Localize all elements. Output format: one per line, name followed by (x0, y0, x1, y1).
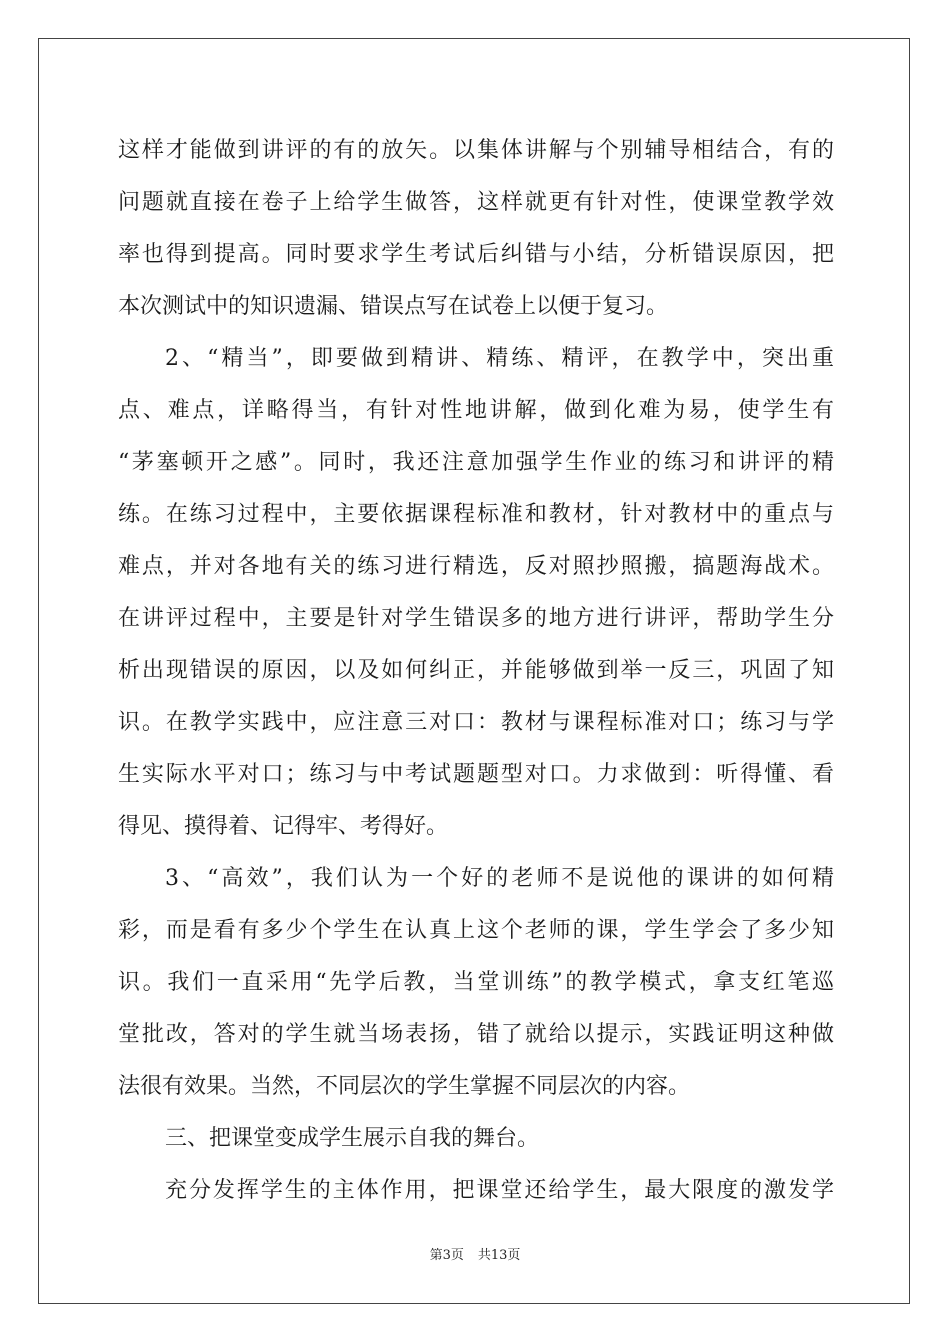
text-line: 得见、摸得着、记得牢、考得好。 (118, 814, 449, 839)
text-line: 堂批改，答对的学生就当场表扬，错了就给以提示，实践证明这种做 (118, 1022, 834, 1047)
text-line: 练。在练习过程中，主要依据课程标准和教材，针对教材中的重点与 (118, 502, 834, 527)
text-line: 这样才能做到讲评的有的放矢。以集体讲解与个别辅导相结合，有的 (118, 138, 834, 163)
text-line: 识。在教学实践中，应注意三对口：教材与课程标准对口；练习与学 (118, 710, 834, 735)
text-line: 析出现错误的原因，以及如何纠正，并能够做到举一反三，巩固了知 (118, 658, 834, 683)
page-footer (0, 1244, 950, 1263)
text-line: 本次测试中的知识遗漏、错误点写在试卷上以便于复习。 (118, 294, 669, 319)
text-line: 点、难点，详略得当，有针对性地讲解，做到化难为易，使学生有 (118, 398, 834, 423)
text-line: 难点，并对各地有关的练习进行精选，反对照抄照搬，搞题海战术。 (118, 554, 834, 579)
text-line: 生实际水平对口；练习与中考试题题型对口。力求做到：听得懂、看 (118, 762, 834, 787)
text-line: 在讲评过程中，主要是针对学生错误多的地方进行讲评，帮助学生分 (118, 606, 834, 631)
paragraph-start-line: 2、“精当”，即要做到精讲、精练、精评，在教学中，突出重 (165, 346, 834, 371)
text-line: 法很有效果。当然，不同层次的学生掌握不同层次的内容。 (118, 1074, 691, 1099)
text-line: 率也得到提高。同时要求学生考试后纠错与小结，分析错误原因，把 (118, 242, 834, 267)
text-line: “茅塞顿开之感”。同时，我还注意加强学生作业的练习和讲评的精 (118, 450, 834, 475)
paragraph-start-line: 充分发挥学生的主体作用，把课堂还给学生，最大限度的激发学 (165, 1178, 834, 1203)
section-heading: 三、把课堂变成学生展示自我的舞台。 (165, 1126, 540, 1151)
text-line: 识。我们一直采用“先学后教，当堂训练”的教学模式，拿支红笔巡 (118, 970, 834, 995)
paragraph-start-line: 3、“高效”，我们认为一个好的老师不是说他的课讲的如何精 (165, 866, 834, 891)
text-line: 问题就直接在卷子上给学生做答，这样就更有针对性，使课堂教学效 (118, 190, 834, 215)
page-number: 第3页 (429, 1248, 464, 1263)
text-line: 彩，而是看有多少个学生在认真上这个老师的课，学生学会了多少知 (118, 918, 834, 943)
page-total: 共13页 (477, 1248, 521, 1263)
